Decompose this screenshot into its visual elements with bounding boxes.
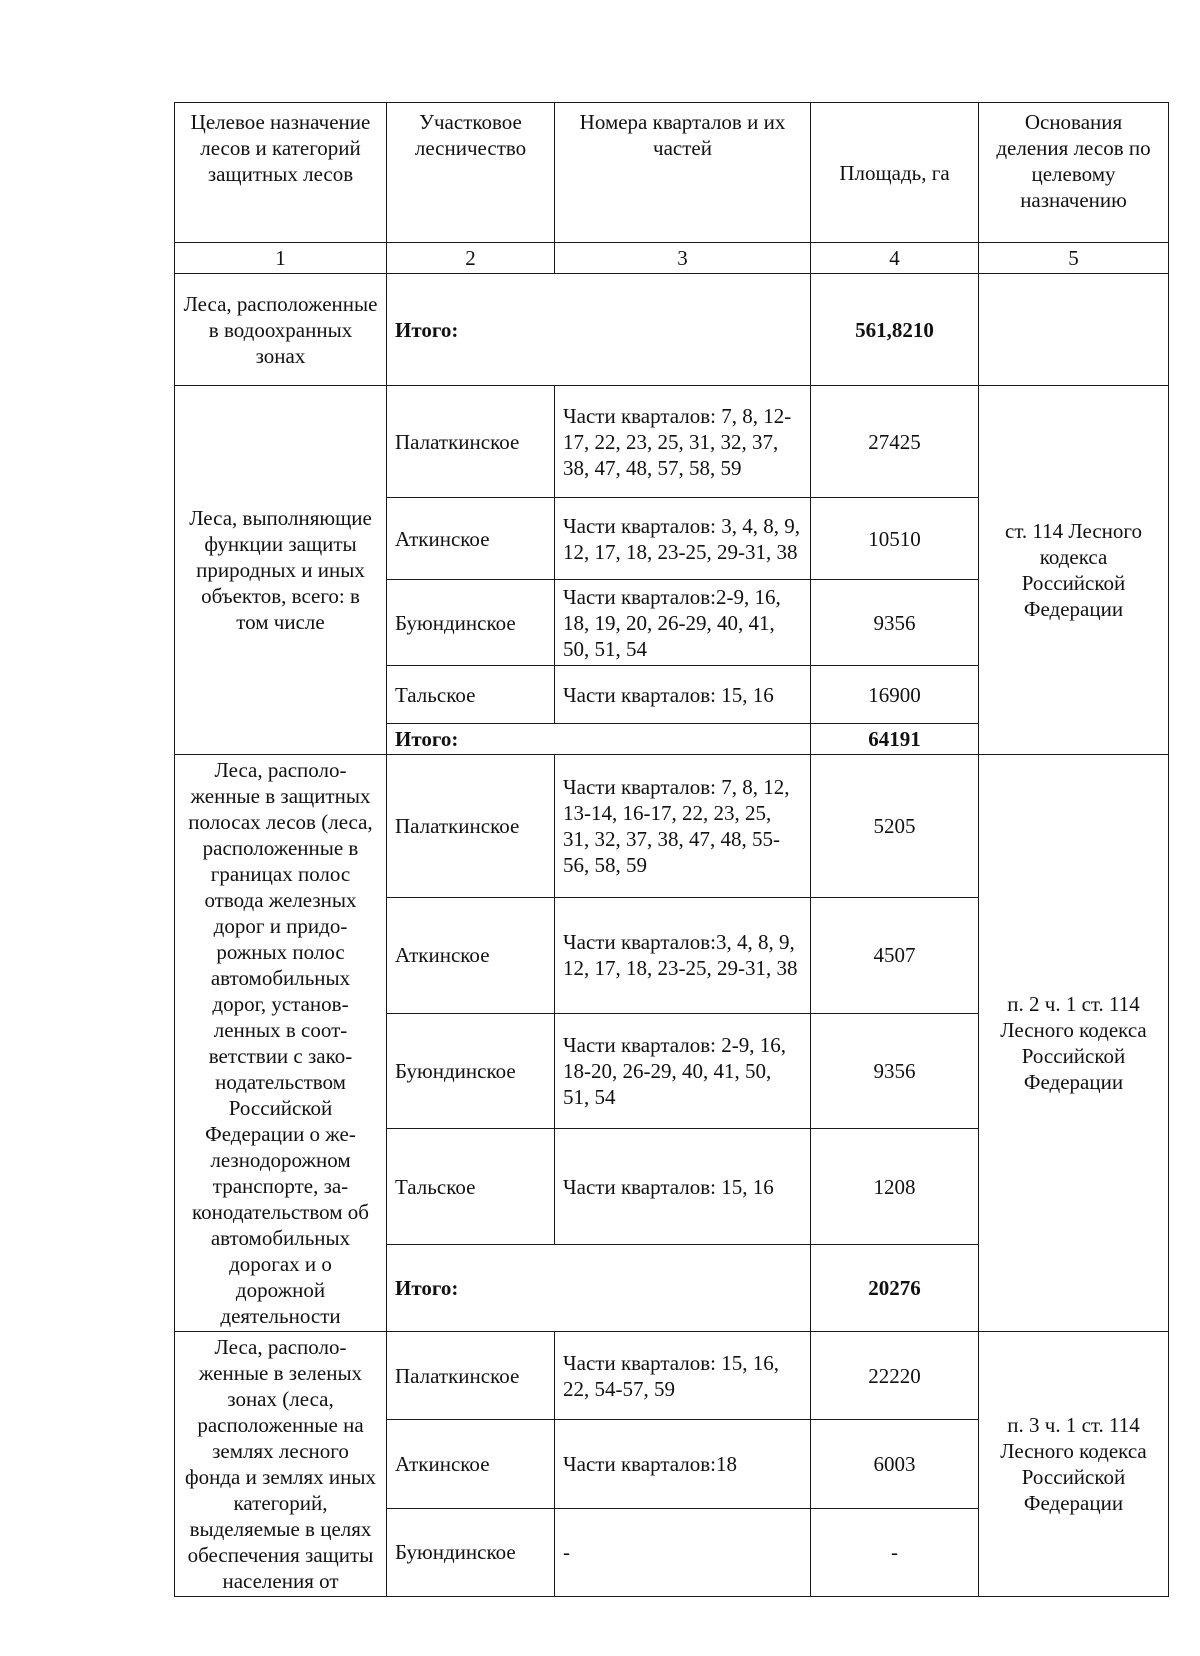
quarters-cell: Части кварталов:3, 4, 8, 9, 12, 17, 18, 23-25, 29-31, 38	[555, 897, 811, 1013]
header-col-area: Площадь, га	[811, 103, 979, 243]
basis-cell: ст. 114 Лесного кодекса Российской Федерации	[979, 386, 1169, 755]
quarters-cell: Части кварталов: 15, 16	[555, 666, 811, 724]
column-number-row	[175, 243, 1169, 274]
area-cell: 5205	[811, 755, 979, 898]
total-label: Итого:	[387, 274, 811, 386]
forestry-cell: Палаткинское	[387, 1332, 555, 1420]
total-area: 20276	[811, 1245, 979, 1332]
area-cell: 10510	[811, 498, 979, 580]
category-cell: Леса, выполняющие функции защиты природных и иных объектов, всего: в том числе	[175, 386, 387, 755]
forestry-cell: Буюндинское	[387, 580, 555, 666]
forestry-cell: Аткинское	[387, 1420, 555, 1508]
area-cell: 22220	[811, 1332, 979, 1420]
table-header-row	[175, 103, 1169, 243]
area-cell: 27425	[811, 386, 979, 498]
total-area: 561,8210	[811, 274, 979, 386]
quarters-cell: Части кварталов: 3, 4, 8, 9, 12, 17, 18, 23-25, 29-31, 38	[555, 498, 811, 580]
quarters-cell: Части кварталов:2-9, 16, 18, 19, 20, 26-29, 40, 41, 50, 51, 54	[555, 580, 811, 666]
category-cell: Леса, расположенные в водоохранных зонах	[175, 274, 387, 386]
forestry-cell: Буюндинское	[387, 1013, 555, 1129]
area-cell: 16900	[811, 666, 979, 724]
forestry-cell: Палаткинское	[387, 755, 555, 898]
table-row	[175, 755, 1169, 898]
header-col-forestry: Участковое лесничество	[387, 103, 555, 243]
forestry-cell: Аткинское	[387, 498, 555, 580]
quarters-cell: Части кварталов: 2-9, 16, 18-20, 26-29, 40, 41, 50, 51, 54	[555, 1013, 811, 1129]
header-col-quarters: Номера кварталов и их частей	[555, 103, 811, 243]
area-cell: 4507	[811, 897, 979, 1013]
basis-cell: п. 3 ч. 1 ст. 114 Лесного кодекса Российской Федерации	[979, 1332, 1169, 1597]
quarters-cell: Части кварталов: 15, 16, 22, 54-57, 59	[555, 1332, 811, 1420]
total-area: 64191	[811, 724, 979, 755]
area-cell: 1208	[811, 1129, 979, 1245]
table-row	[175, 274, 1169, 386]
forestry-cell: Аткинское	[387, 897, 555, 1013]
quarters-cell: -	[555, 1508, 811, 1596]
table-row	[175, 1332, 1169, 1420]
column-number: 3	[555, 243, 811, 274]
total-label: Итого:	[387, 724, 811, 755]
quarters-cell: Части кварталов:18	[555, 1420, 811, 1508]
column-number: 4	[811, 243, 979, 274]
header-col-basis: Основания деления лесов по целевому назначению	[979, 103, 1169, 243]
forestry-cell: Тальское	[387, 1129, 555, 1245]
area-cell: -	[811, 1508, 979, 1596]
forestry-cell: Палаткинское	[387, 386, 555, 498]
quarters-cell: Части кварталов: 7, 8, 12, 13-14, 16-17, 22, 23, 25, 31, 32, 37, 38, 47, 48, 55-56, 58, 59	[555, 755, 811, 898]
total-label: Итого:	[387, 1245, 811, 1332]
area-cell: 6003	[811, 1420, 979, 1508]
column-number: 1	[175, 243, 387, 274]
header-col-purpose: Целевое назначение лесов и категорий защитных лесов	[175, 103, 387, 243]
table-row	[175, 386, 1169, 498]
area-cell: 9356	[811, 1013, 979, 1129]
quarters-cell: Части кварталов: 7, 8, 12-17, 22, 23, 25, 31, 32, 37, 38, 47, 48, 57, 58, 59	[555, 386, 811, 498]
forest-purpose-table	[174, 102, 1169, 1597]
area-cell: 9356	[811, 580, 979, 666]
forestry-cell: Тальское	[387, 666, 555, 724]
basis-cell: п. 2 ч. 1 ст. 114 Лесного кодекса Российской Федерации	[979, 755, 1169, 1332]
column-number: 2	[387, 243, 555, 274]
forestry-cell: Буюндинское	[387, 1508, 555, 1596]
quarters-cell: Части кварталов: 15, 16	[555, 1129, 811, 1245]
column-number: 5	[979, 243, 1169, 274]
category-cell: Леса, располо-женные в защитных полосах лесов (леса, расположенные в границах полос отвода железных дорог и придо-рожных полос автомобильных дорог, установ-ленных в соот-ветствии с зако-нодательством Российской Федерации о же-лезнодорожном транспорте, за-конодательством об автомобильных дорогах и о дорожной деятельности	[175, 755, 387, 1332]
category-cell: Леса, располо-женные в зеленых зонах (леса, расположенные на землях лесного фонда и землях иных категорий, выделяемые в целях обеспечения защиты населения от	[175, 1332, 387, 1597]
basis-cell	[979, 274, 1169, 386]
